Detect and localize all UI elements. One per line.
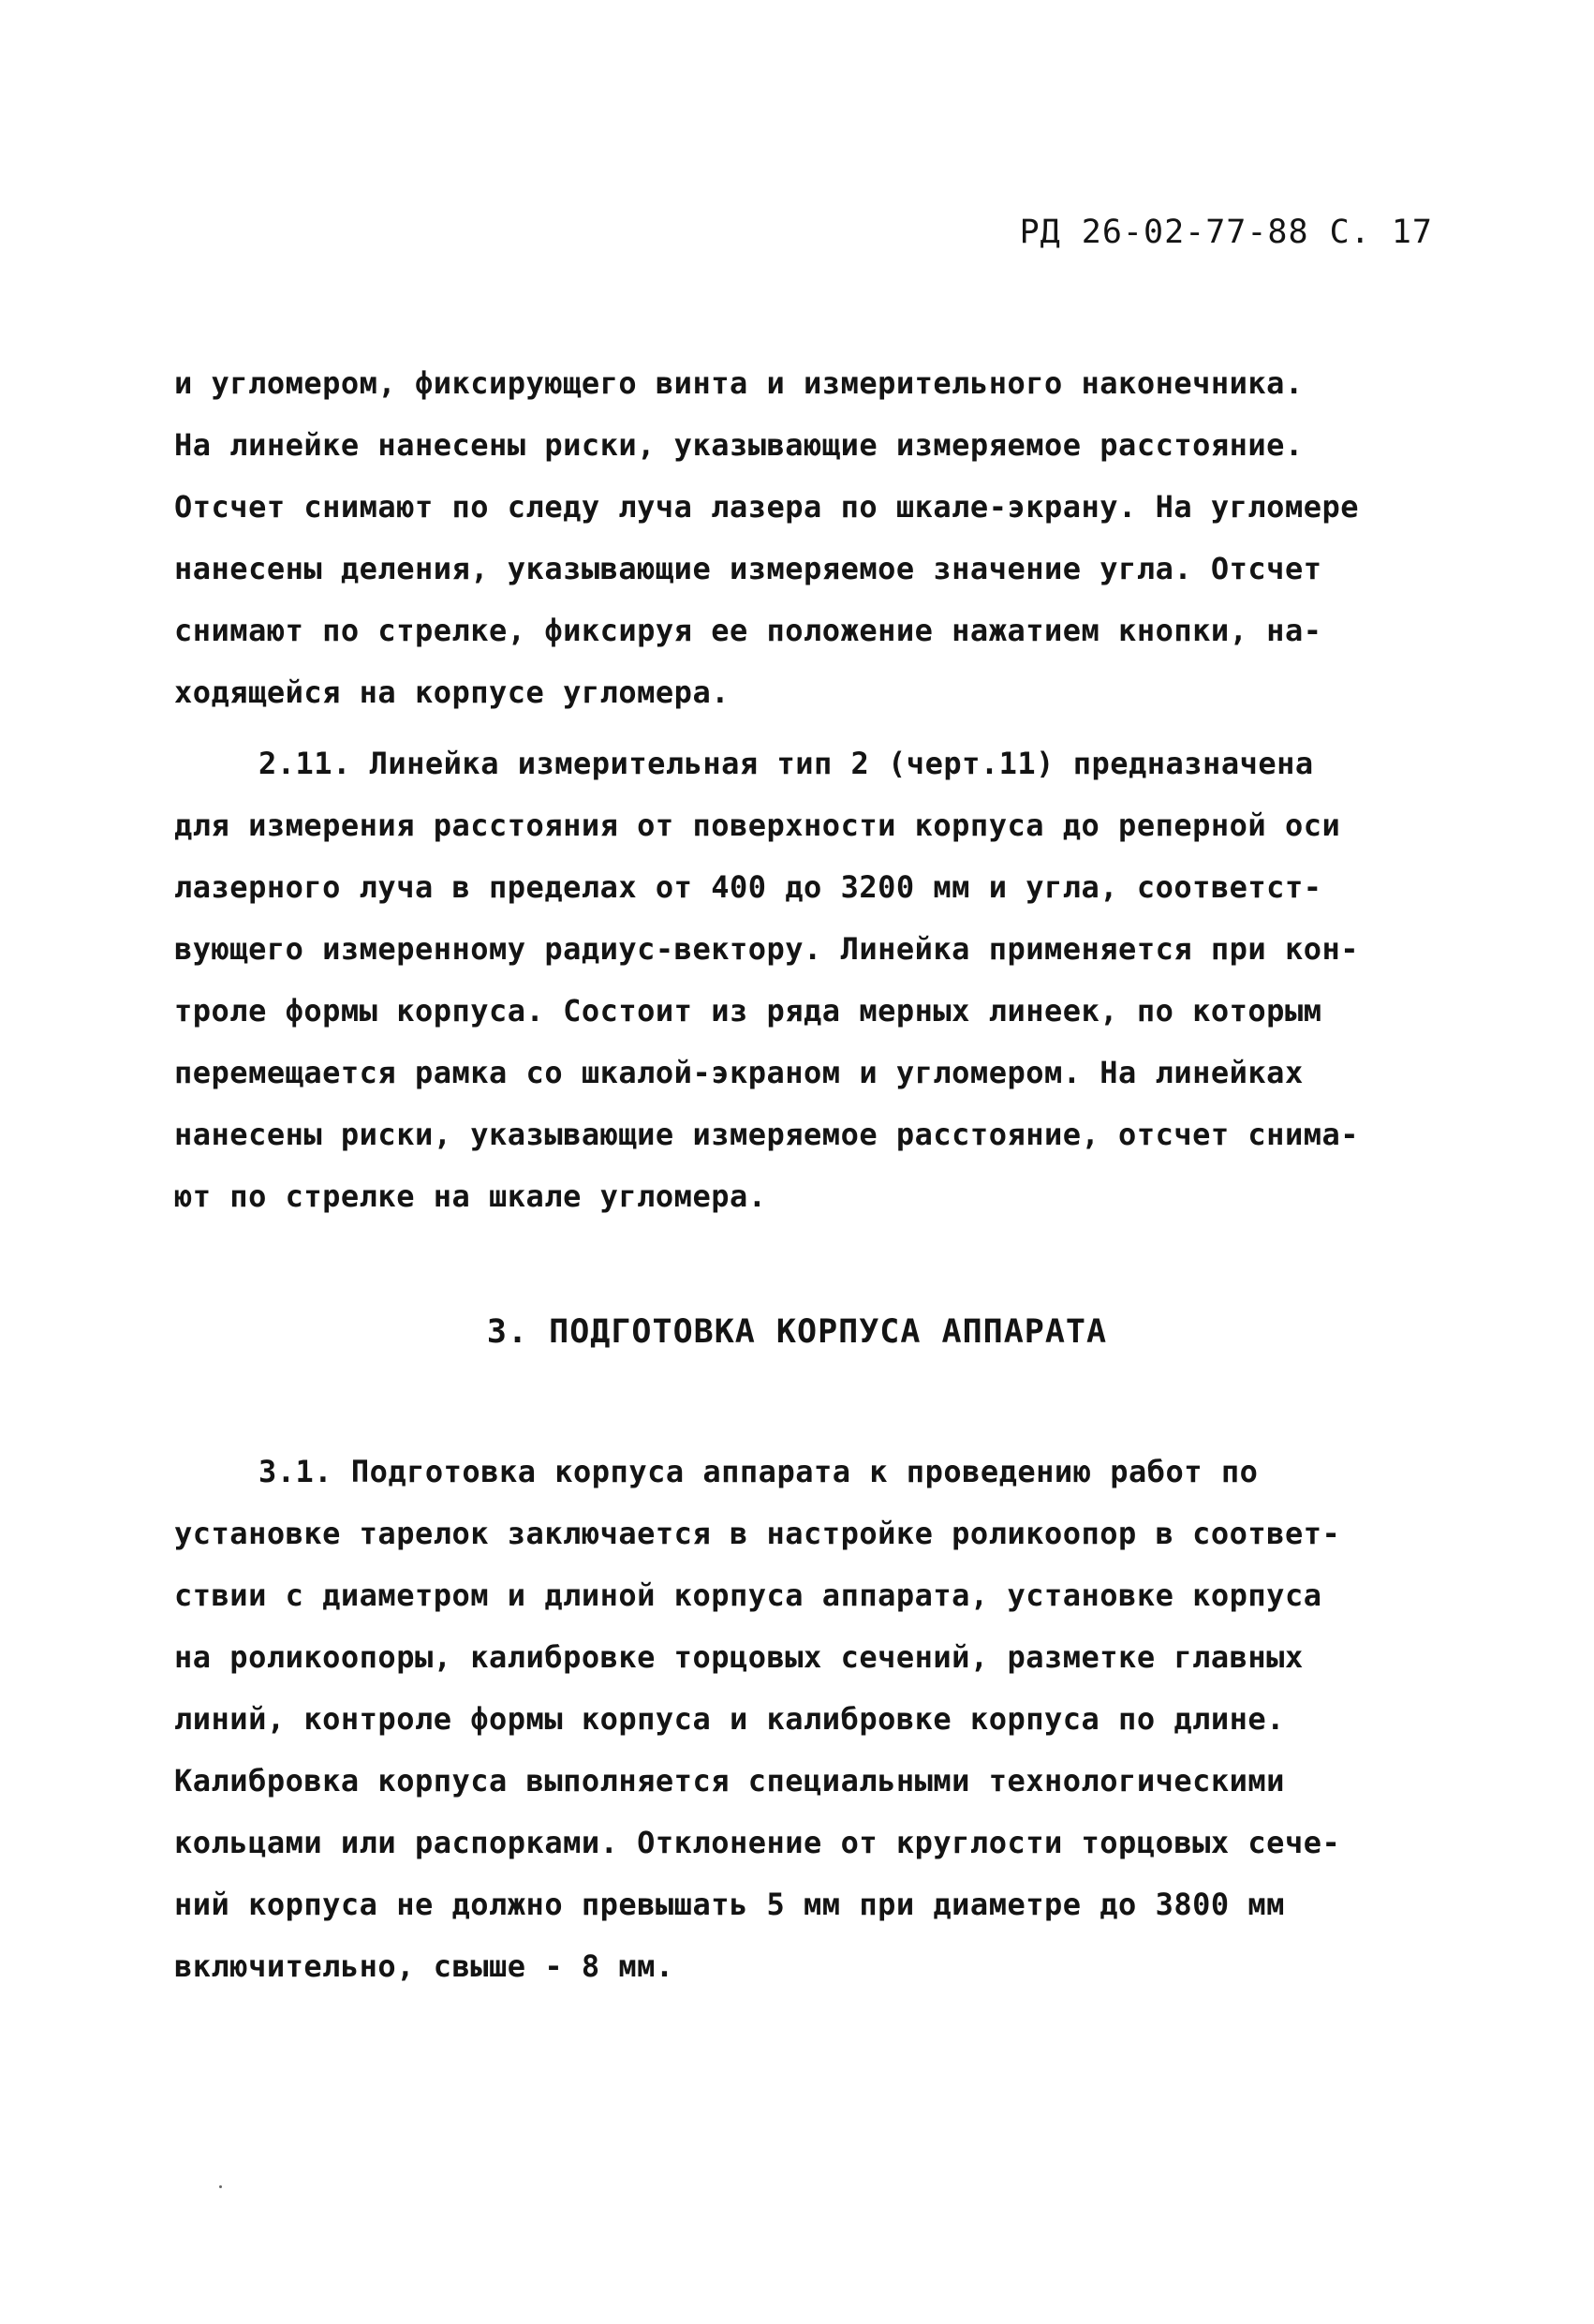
- text-line: кольцами или распорками. Отклонение от круглости торцовых сече-: [174, 1825, 1341, 1860]
- text-line: лазерного луча в пределах от 400 до 3200 мм и угла, соответст-: [174, 869, 1322, 905]
- clause-2-11-paragraph: [174, 733, 1420, 1227]
- text-line: установке тарелок заключается в настройке роликоопор в соответ-: [174, 1516, 1341, 1551]
- text-line: На линейке нанесены риски, указывающие измеряемое расстояние.: [174, 427, 1304, 463]
- text-line: вующего измеренному радиус-вектору. Линейка применяется при кон-: [174, 931, 1359, 967]
- text-line: нанесены деления, указывающие измеряемое значение угла. Отсчет: [174, 551, 1322, 586]
- text-line: 3.1. Подготовка корпуса аппарата к проведению работ по: [258, 1454, 1259, 1489]
- section-heading: 3. ПОДГОТОВКА КОРПУСА АППАРАТА: [486, 1313, 1108, 1351]
- text-line: нанесены риски, указывающие измеряемое расстояние, отсчет снима-: [174, 1117, 1359, 1152]
- text-line: ходящейся на корпусе угломера.: [174, 674, 730, 710]
- text-line: 2.11. Линейка измерительная тип 2 (черт.11) предназначена: [258, 746, 1314, 781]
- text-line: для измерения расстояния от поверхности корпуса до реперной оси: [174, 807, 1341, 843]
- text-line: и угломером, фиксирующего винта и измерительного наконечника.: [174, 365, 1304, 401]
- clause-3-1-paragraph: [174, 1441, 1420, 1997]
- text-line: Отсчет снимают по следу луча лазера по шкале-экрану. На угломере: [174, 489, 1359, 525]
- intro-paragraph: [174, 352, 1420, 723]
- text-line: ний корпуса не должно превышать 5 мм при диаметре до 3800 мм: [174, 1887, 1285, 1922]
- text-line: ют по стрелке на шкале угломера.: [174, 1178, 767, 1214]
- text-line: ствии с диаметром и длиной корпуса аппарата, установке корпуса: [174, 1577, 1322, 1613]
- text-line: на роликоопоры, калибровке торцовых сечений, разметке главных: [174, 1639, 1304, 1675]
- page-header: РД 26-02-77-88 С. 17: [1019, 214, 1433, 251]
- text-line: Калибровка корпуса выполняется специальными технологическими: [174, 1763, 1285, 1799]
- text-line: троле формы корпуса. Состоит из ряда мерных линеек, по которым: [174, 993, 1322, 1029]
- text-line: включительно, свыше - 8 мм.: [174, 1948, 674, 1984]
- scan-speck: [219, 2185, 222, 2188]
- text-line: линий, контроле формы корпуса и калибровке корпуса по длине.: [174, 1701, 1285, 1737]
- text-line: снимают по стрелке, фиксируя ее положение нажатием кнопки, на-: [174, 613, 1322, 648]
- text-line: перемещается рамка со шкалой-экраном и угломером. На линейках: [174, 1055, 1304, 1090]
